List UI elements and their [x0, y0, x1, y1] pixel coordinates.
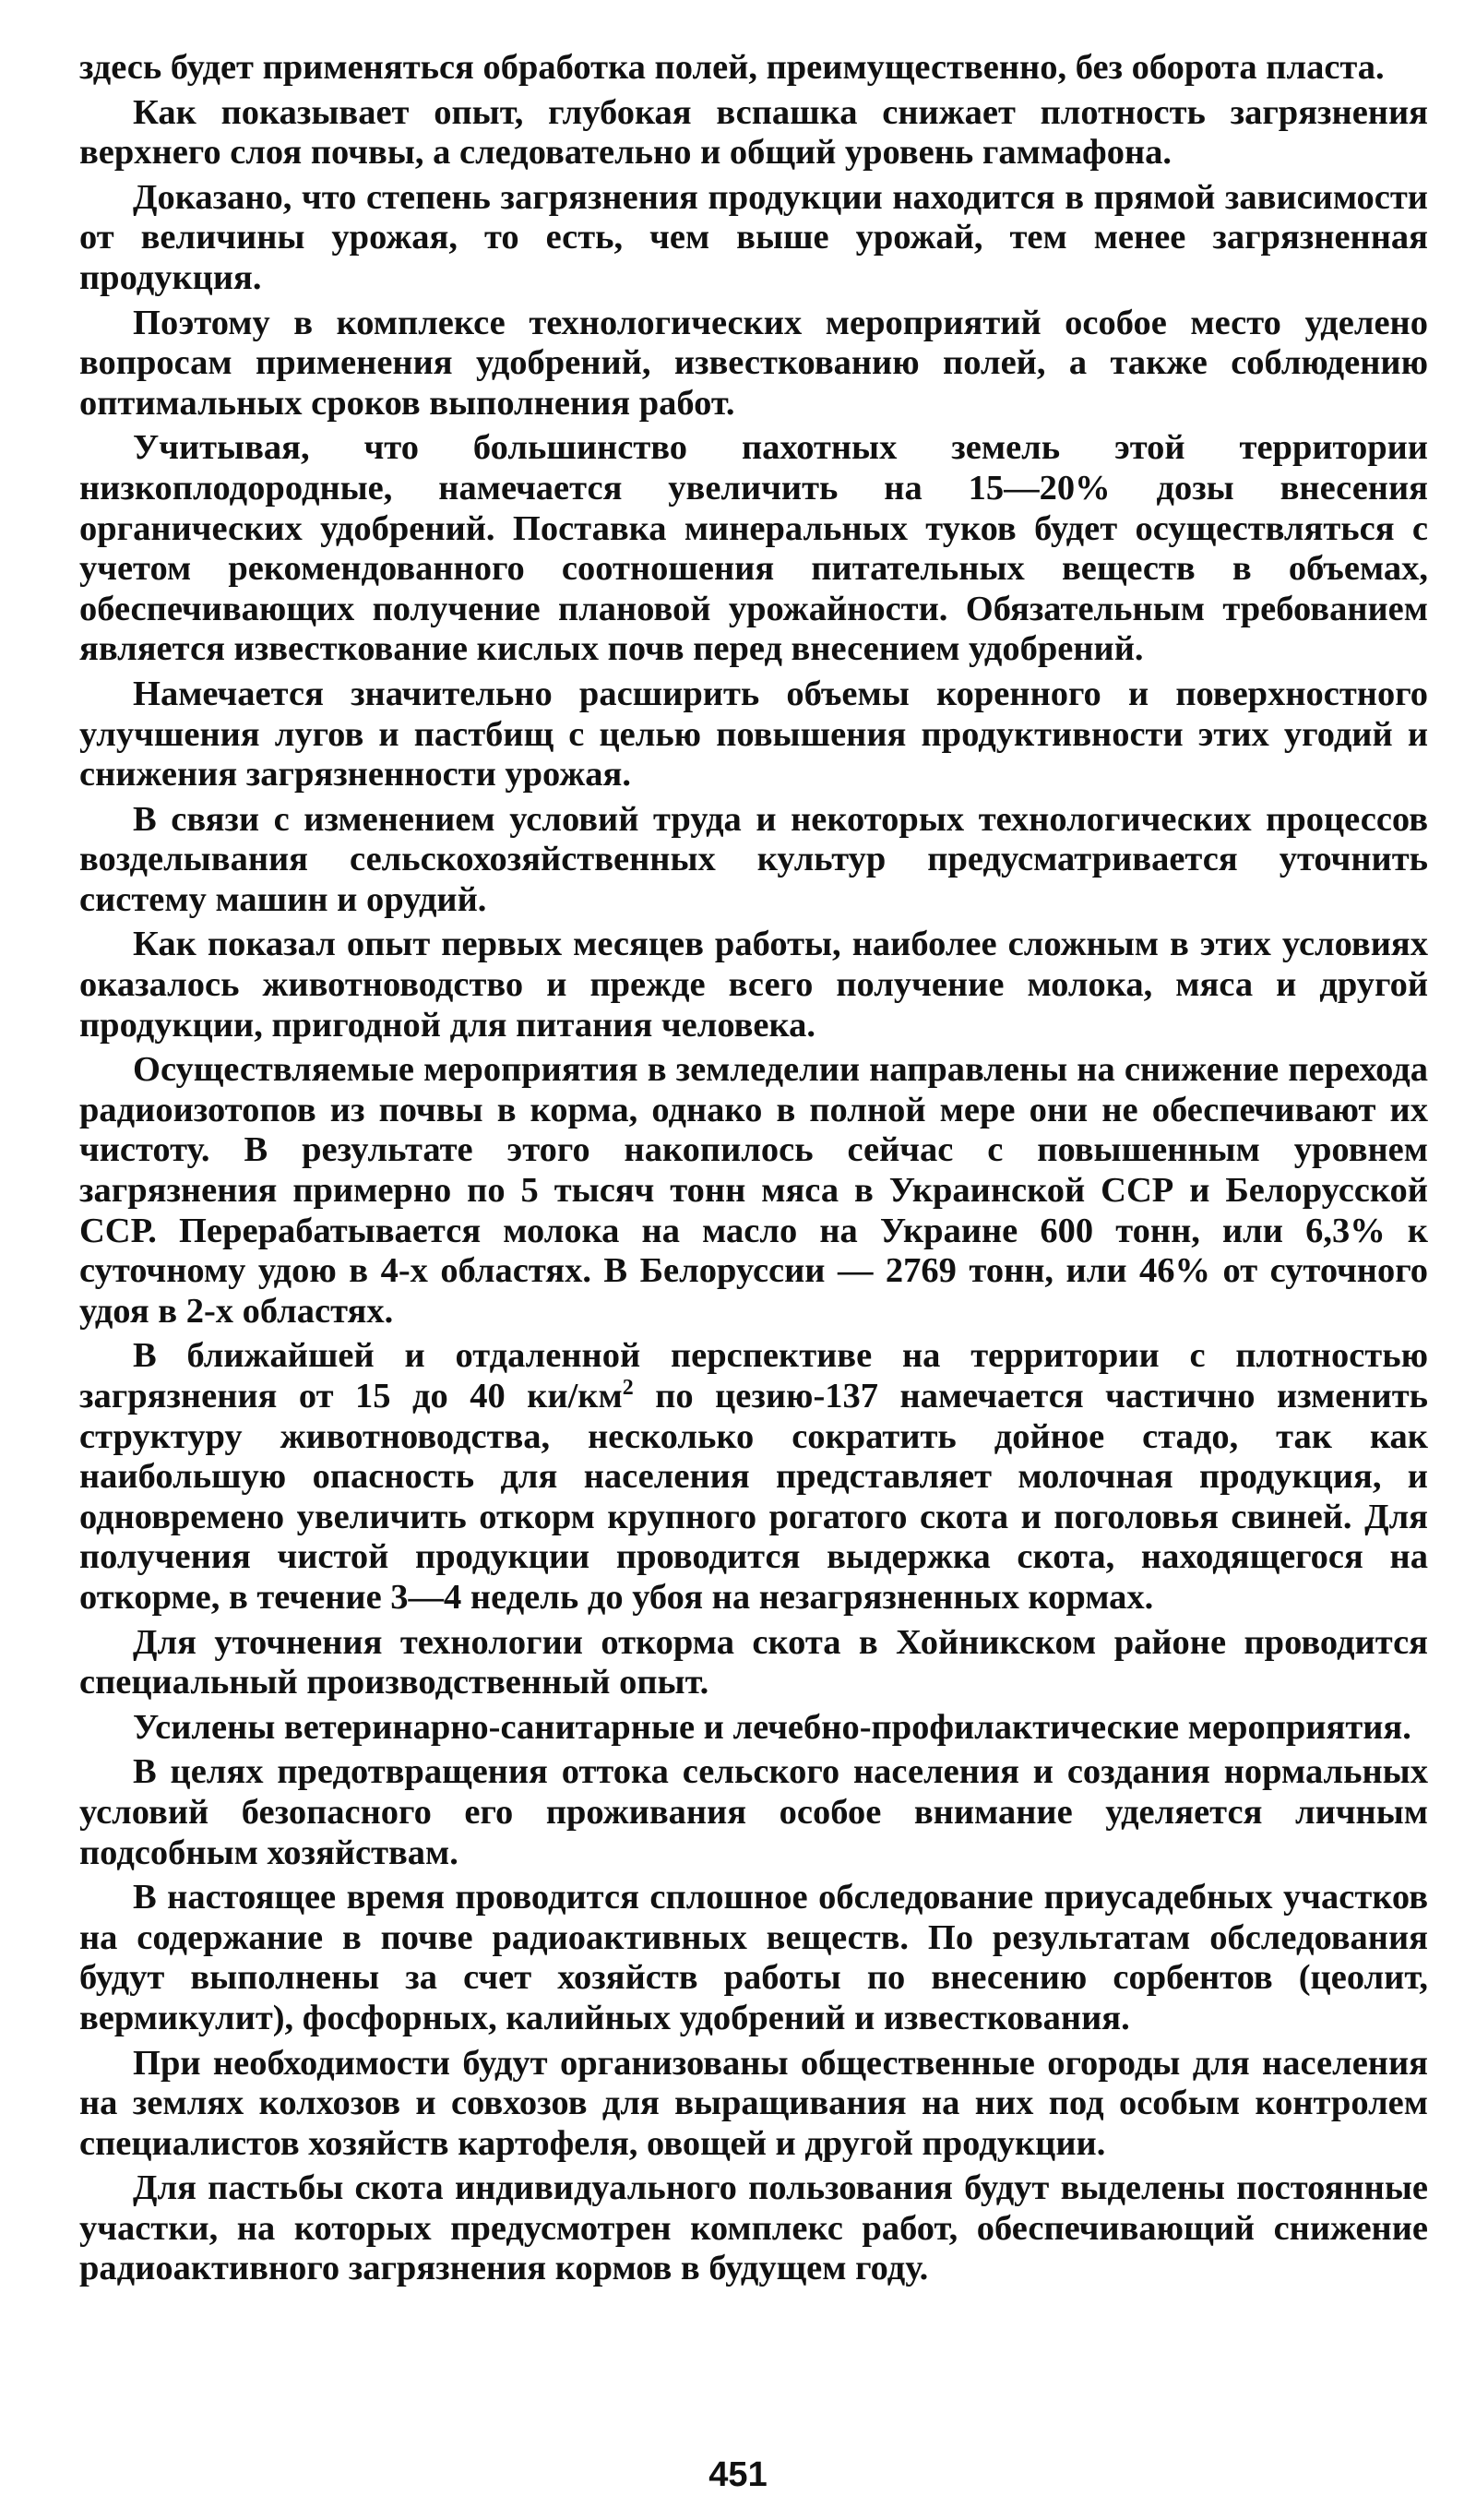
paragraph: Как показывает опыт, глубокая вспашка снижает плотность загрязнения верхнего слоя почвы, а следовательно и общий уровень гаммафона.	[79, 92, 1428, 173]
document-body	[79, 48, 1428, 2294]
page-number: 451	[708, 2455, 768, 2494]
paragraph: При необходимости будут организованы общественные огороды для населения на землях колхозов и совхозов для выращивания на них под особым контролем специалистов хозяйств картофеля, овощей и другой продукции.	[79, 2043, 1428, 2163]
paragraph: Осуществляемые мероприятия в земледелии направлены на снижение перехода радиоизотопов из почвы в корма, однако в полной мере они не обеспечивают их чистоту. В результате этого накопилось сейчас с повышенным уровнем загрязнения примерно по 5 тысяч тонн мяса в Украинской ССР и Белорусской ССР. Перерабатывается молока на масло на Украине 600 тонн, или 6,3% к суточному удою в 4-х областях. В Белоруссии — 2769 тонн, или 46% от суточного удоя в 2-х областях.	[79, 1050, 1428, 1331]
paragraph: Намечается значительно расширить объемы коренного и поверхностного улучшения лугов и пастбищ с целью повышения продуктивности этих угодий и снижения загрязненности урожая.	[79, 674, 1428, 794]
paragraph-with-superscript	[79, 1336, 1428, 1618]
paragraph-text-before: В ближайшей и отдаленной перспективе на территории с плотностью загрязнения от 15 до 40 ки/км	[79, 1336, 1428, 1415]
paragraph-continuation: здесь будет применяться обработка полей, преимущественно, без оборота пласта.	[79, 48, 1385, 87]
paragraph-text-after: по цезию-137 намечается частично изменить структуру животноводства, несколько сократить дойное стадо, так как наибольшую опасность для населения представляет молочная продукция, и одновремено увеличить откорм крупного рогатого скота и поголовья свиней. Для получения чистой продукции проводится выдержка скота, находящегося на откорме, в течение 3—4 недель до убоя на незагрязненных кормах.	[79, 1377, 1428, 1617]
paragraph: Поэтому в комплексе технологических мероприятий особое место уделено вопросам применения удобрений, известкованию полей, а также соблюдению оптимальных сроков выполнения работ.	[79, 303, 1428, 423]
superscript: 2	[622, 1376, 634, 1400]
paragraph: Учитывая, что большинство пахотных земель этой территории низкоплодородные, намечается увеличить на 15—20% дозы внесения органических удобрений. Поставка минеральных туков будет осуществляться с учетом рекомендованного соотношения питательных веществ в объемах, обеспечивающих получение плановой урожайности. Обязательным требованием является известкование кислых почв перед внесением удобрений.	[79, 428, 1428, 669]
paragraph: Для пастьбы скота индивидуального пользования будут выделены постоянные участки, на которых предусмотрен комплекс работ, обеспечивающий снижение радиоактивного загрязнения кормов в будущем году.	[79, 2168, 1428, 2288]
paragraph: Усилены ветеринарно-санитарные и лечебно-профилактические мероприятия.	[133, 1707, 1411, 1747]
paragraph: Для уточнения технологии откорма скота в Хойникском районе проводится специальный производственный опыт.	[79, 1622, 1428, 1702]
paragraph: Доказано, что степень загрязнения продукции находится в прямой зависимости от величины урожая, то есть, чем выше урожай, тем менее загрязненная продукция.	[79, 177, 1428, 297]
paragraph: В целях предотвращения оттока сельского населения и создания нормальных условий безопасного его проживания особое внимание уделяется личным подсобным хозяйствам.	[79, 1752, 1428, 1872]
paragraph: В связи с изменением условий труда и некоторых технологических процессов возделывания сельскохозяйственных культур предусматривается уточнить систему машин и орудий.	[79, 799, 1428, 919]
paragraph: В настоящее время проводится сплошное обследование приусадебных участков на содержание в почве радиоактивных веществ. По результатам обследования будут выполнены за счет хозяйств работы по внесению сорбентов (цеолит, вермикулит), фосфорных, калийных удобрений и известкования.	[79, 1878, 1428, 2037]
paragraph: Как показал опыт первых месяцев работы, наиболее сложным в этих условиях оказалось животноводство и прежде всего получение молока, мяса и другой продукции, пригодной для питания человека.	[79, 925, 1428, 1045]
